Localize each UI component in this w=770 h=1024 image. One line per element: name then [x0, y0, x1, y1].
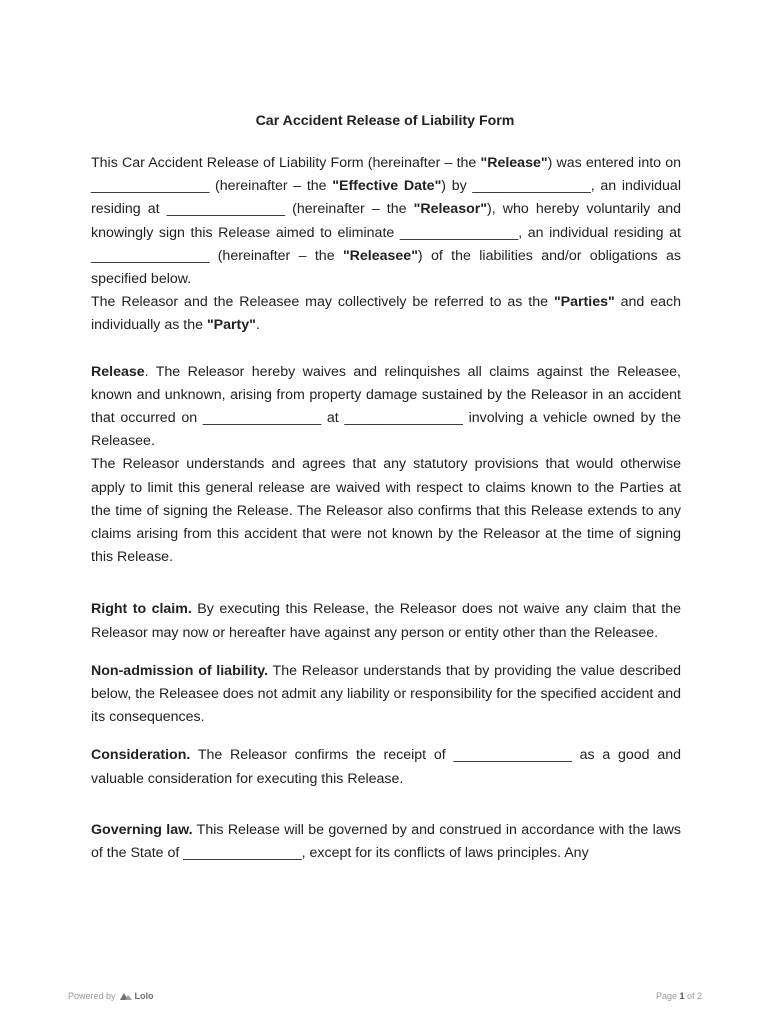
- defined-term-releasor: "Releasor": [413, 201, 487, 218]
- intro-text: ) by _______________, an individual residing at _______________ (hereinafter – the: [91, 178, 681, 218]
- section-heading-governing-law: Governing law.: [91, 821, 193, 838]
- right-to-claim-paragraph: [91, 598, 681, 644]
- release-text-2: The Releasor understands and agrees that any statutory provisions that would otherwise apply to limit this general release are waived with respect to claims known to the Parties at the time of signing the Release. The Releasor also confirms that this Release extends to any claims arising from this accident that were not known by the Releasor at the time of signing this Release.: [91, 456, 681, 566]
- page-current: 1: [679, 991, 685, 1001]
- section-heading-consideration: Consideration.: [91, 747, 191, 764]
- section-heading-right-to-claim: Right to claim.: [91, 601, 192, 618]
- governing-law-paragraph: [91, 819, 681, 865]
- defined-term-parties: "Parties": [553, 294, 615, 311]
- powered-by-footer: [68, 991, 154, 1001]
- intro-text: This Car Accident Release of Liability Form (hereinafter – the: [91, 155, 481, 171]
- consideration-paragraph: [91, 744, 681, 790]
- right-to-claim-text: By executing this Release, the Releasor does not waive any claim that the Releasor may now or hereafter have against any person or entity other than the Releasee.: [91, 601, 681, 641]
- defined-term-effective-date: "Effective Date": [332, 178, 442, 195]
- parties-paragraph: [91, 291, 681, 337]
- brand-name: Lolo: [134, 991, 154, 1001]
- defined-term-releasee: "Releasee": [342, 247, 418, 264]
- section-heading-non-admission: Non-admission of liability.: [91, 662, 269, 679]
- brand-logo-icon: [120, 992, 132, 1000]
- defined-term-party: "Party": [206, 317, 256, 334]
- intro-text: ) of the liabilities and/or obligations as specified below.: [91, 247, 681, 288]
- page-total: of 2: [684, 991, 702, 1001]
- parties-text: The Releasor and the Releasee may collectively be referred to as the: [91, 294, 554, 311]
- parties-text: and each individually as the: [91, 294, 681, 334]
- governing-law-text: This Release will be governed by and construed in accordance with the laws of the State of _______________, except for its conflicts of laws principles. Any: [91, 821, 682, 862]
- page-prefix: Page: [655, 991, 680, 1001]
- non-admission-paragraph: [91, 660, 681, 730]
- document-body: [91, 152, 681, 865]
- brand-logo: [120, 991, 154, 1001]
- document-title: Car Accident Release of Liability Form: [255, 113, 515, 129]
- intro-text: ), who hereby voluntarily and knowingly sign this Release aimed to eliminate _______________, an individual residing at _______________ (hereinafter – the: [91, 201, 681, 264]
- intro-paragraph: [91, 152, 681, 291]
- release-paragraph-2: [91, 453, 681, 569]
- intro-text: ) was entered into on _______________ (hereinafter – the: [91, 155, 681, 195]
- consideration-text: The Releasor confirms the receipt of _______________ as a good and valuable consideration for executing this Release.: [91, 747, 681, 787]
- non-admission-text: The Releasor understands that by providing the value described below, the Releasee does not admit any liability or responsibility for the specified accident and its consequences.: [91, 662, 681, 726]
- release-text: . The Releasor hereby waives and relinquishes all claims against the Releasee, known and unknown, arising from property damage sustained by the Releasor in an accident that occurred on _______________ at _______________ involving a vehicle owned by the Releasee.: [91, 363, 681, 450]
- section-heading-release: Release: [91, 363, 145, 380]
- powered-by-label: Powered by: [68, 991, 116, 1001]
- page-number: [656, 991, 702, 1001]
- parties-text: .: [255, 317, 260, 334]
- defined-term-release: "Release": [480, 155, 548, 171]
- release-paragraph: [91, 361, 681, 454]
